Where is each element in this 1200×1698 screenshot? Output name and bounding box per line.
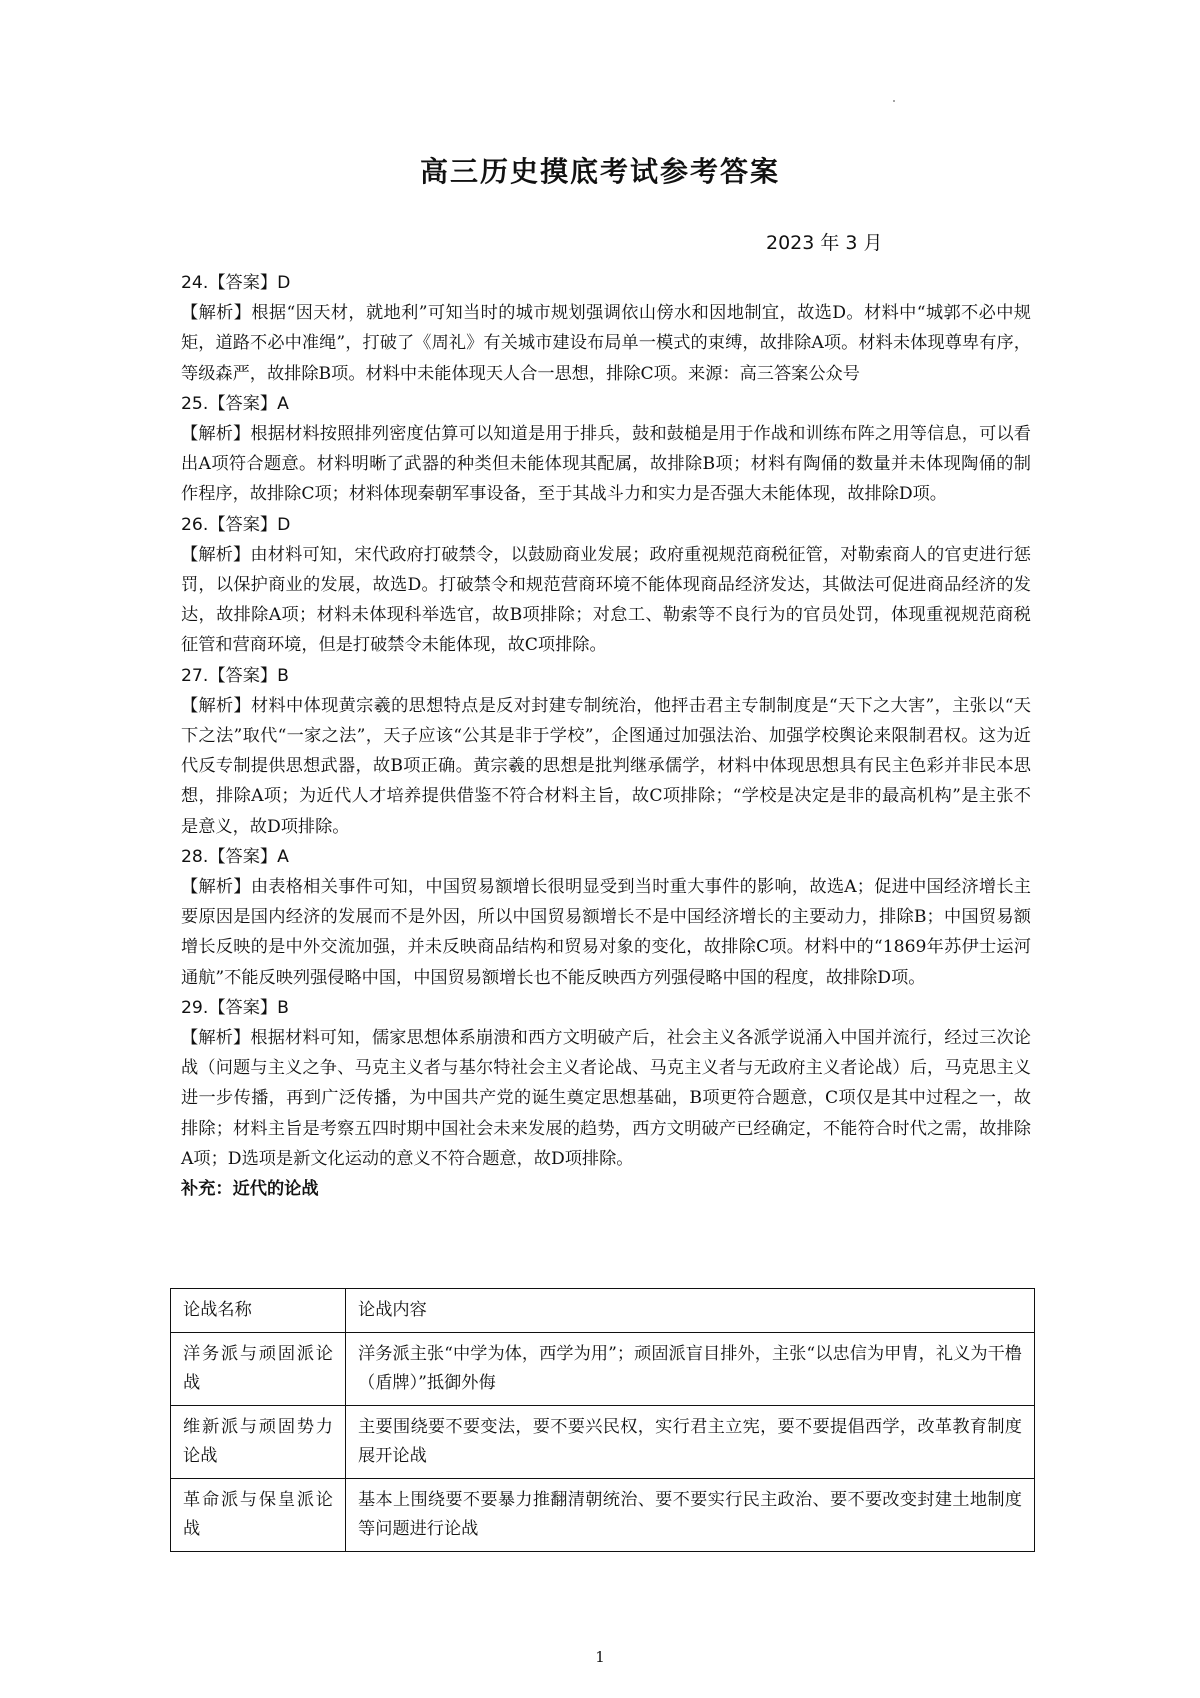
answer-27-analysis: 【解析】材料中体现黄宗羲的思想特点是反对封建专制统治，他抨击君主专制制度是“天下之大害”，主张以“天下之法”取代“一家之法”，天子应该“公其是非于学校”，企图通过加强法治、加强学校舆论来限制君权。这为近代反专制提供思想武器，故B项正确。黄宗羲的思想是批判继承儒学，材料中体现思想具有民主色彩并非民本思想，排除A项；为近代人才培养提供借鉴不符合材料主旨，故C项排除；“学校是决定是非的最高机构”是主张不是意义，故D项排除。 (181, 695, 1031, 837)
answer-28-label: 28.【答案】A (181, 846, 289, 867)
table-row (171, 1406, 1035, 1479)
header-debate-content: 论战内容 (346, 1289, 1035, 1333)
answer-24-label: 24.【答案】D (181, 273, 291, 293)
answer-29-label: 29.【答案】B (181, 997, 289, 1018)
debate-name-cell: 维新派与顽固势力论战 (171, 1406, 346, 1479)
answer-27-label: 27.【答案】B (181, 665, 289, 686)
table-row (171, 1333, 1035, 1406)
table-row (171, 1479, 1035, 1552)
exam-date: 2023 年 3 月 (766, 232, 883, 254)
answer-25-analysis: 【解析】根据材料按照排列密度估算可以知道是用于排兵，鼓和鼓槌是用于作战和训练布阵之用等信息，可以看出A项符合题意。材料明晰了武器的种类但未能体现其配属，故排除B项；材料有陶俑的数量并未体现陶俑的制作程序，故排除C项；材料体现秦朝军事设备，至于其战斗力和实力是否强大未能体现，故排除D项。 (181, 424, 1031, 505)
debate-content-cell: 主要围绕要不要变法，要不要兴民权，实行君主立宪，要不要提倡西学，改革教育制度展开论战 (346, 1406, 1035, 1479)
header-debate-name: 论战名称 (171, 1289, 346, 1333)
page-title: 高三历史摸底考试参考答案 (419, 155, 780, 188)
debate-name-cell: 洋务派与顽固派论战 (171, 1333, 346, 1406)
debate-name-cell: 革命派与保皇派论战 (171, 1479, 346, 1552)
answer-content (181, 268, 1031, 1204)
debate-content-cell: 基本上围绕要不要暴力推翻清朝统治、要不要实行民主政治、要不要改变封建土地制度等问题进行论战 (346, 1479, 1035, 1552)
answer-29-analysis: 【解析】根据材料可知，儒家思想体系崩溃和西方文明破产后，社会主义各派学说涌入中国并流行，经过三次论战（问题与主义之争、马克主义者与基尔特社会主义者论战、马克主义者与无政府主义者论战）后，马克思主义进一步传播，再到广泛传播，为中国共产党的诞生奠定思想基础，B项更符合题意，C项仅是其中过程之一，故排除；材料主旨是考察五四时期中国社会未来发展的趋势，西方文明破产已经确定，不能符合时代之需，故排除A项；D选项是新文化运动的意义不符合题意，故D项排除。 (181, 1028, 1031, 1169)
debate-content-cell: 洋务派主张“中学为体，西学为用”；顽固派盲目排外，主张“以忠信为甲胄，礼义为干橹（盾牌）”抵御外侮 (346, 1333, 1035, 1406)
scan-dot (893, 100, 895, 102)
answer-28-analysis: 【解析】由表格相关事件可知，中国贸易额增长很明显受到当时重大事件的影响，故选A；促进中国经济增长主要原因是国内经济的发展而不是外因，所以中国贸易额增长不是中国经济增长的主要动力，排除B；中国贸易额增长反映的是中外交流加强，并未反映商品结构和贸易对象的变化，故排除C项。材料中的“1869年苏伊士运河通航”不能反映列强侵略中国，中国贸易额增长也不能反映西方列强侵略中国的程度，故排除D项。 (181, 877, 1031, 988)
table-header-row (171, 1289, 1035, 1333)
supplement-title: 补充：近代的论战 (181, 1179, 319, 1200)
answer-26-analysis: 【解析】由材料可知，宋代政府打破禁令，以鼓励商业发展；政府重视规范商税征管，对勒索商人的官吏进行惩罚，以保护商业的发展，故选D。打破禁令和规范营商环境不能体现商品经济发达，其做法可促进商品经济的发达，故排除A项；材料未体现科举选官，故B项排除；对怠工、勒索等不良行为的官员处罚，体现重视规范商税征管和营商环境，但是打破禁令未能体现，故C项排除。 (181, 544, 1031, 656)
answer-24-analysis: 【解析】根据“因天材，就地利”可知当时的城市规划强调依山傍水和因地制宜，故选D。材料中“城郭不必中规矩，道路不必中准绳”，打破了《周礼》有关城市建设布局单一模式的束缚，故排除A项。材料未体现尊卑有序，等级森严，故排除B项。材料中未能体现天人合一思想，排除C项。来源：高三答案公众号 (181, 303, 1031, 384)
answer-25-label: 25.【答案】A (181, 393, 289, 414)
debate-table (170, 1288, 1035, 1552)
answer-26-label: 26.【答案】D (181, 514, 291, 535)
page-number: 1 (595, 1648, 605, 1666)
